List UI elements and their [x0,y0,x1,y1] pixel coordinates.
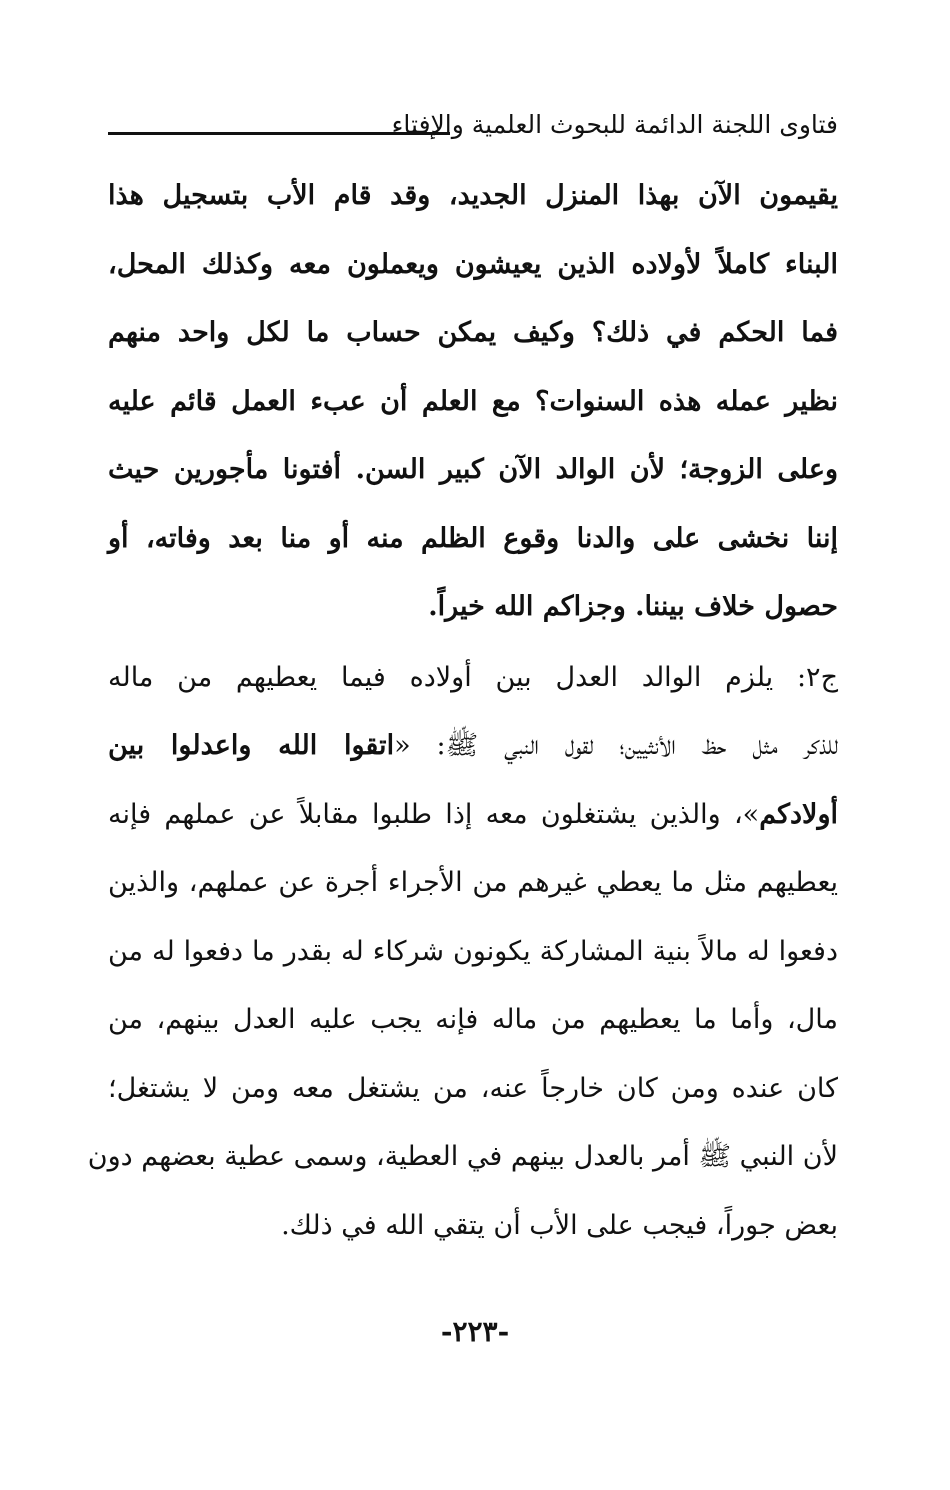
question-line: يقيمون الآن بهذا المنزل الجديد، وقد قام الأب بتسجيل هذا [108,180,838,211]
answer-line: ج٢: يلزم الوالد العدل بين أولاده فيما يعطيهم من ماله [108,661,838,693]
question-line: إننا نخشى على والدنا وقوع الظلم منه أو منا بعد وفاته، أو [108,522,838,554]
question-line: البناء كاملاً لأولاده الذين يعيشون ويعملون معه وكذلك المحل، [108,248,838,280]
answer-line: بعض جوراً، فيجب على الأب أن يتقي الله في ذلك. [281,1209,838,1241]
page-header [108,108,838,148]
header-rule [108,132,450,135]
answer-line: كان عنده ومن كان خارجاً عنه، من يشتغل معه ومن لا يشتغل؛ [108,1072,838,1104]
page-number: -٢٢٣- [440,1315,510,1348]
question-text [108,162,838,642]
answer-line: دفعوا له مالاً بنية المشاركة يكونون شركاء له بقدر ما دفعوا له من [108,935,838,967]
hadith-quote: أولادكم [759,798,838,830]
header-title: فتاوى اللجنة الدائمة للبحوث العلمية والإفتاء [391,110,838,139]
question-line: وعلى الزوجة؛ لأن الوالد الآن كبير السن. أفتونا مأجورين حيث [108,454,838,485]
answer-text-segment: للذكر مثل حظ الأنثيين؛ لقول النبي ﷺ: « [394,730,838,761]
answer-text-segment: »، والذين يشتغلون معه إذا طلبوا مقابلاً عن عملهم فإنه [108,798,760,830]
answer-line: لأن النبي ﷺ أمر بالعدل بينهم في العطية، وسمى عطية بعضهم دون [87,1141,838,1172]
answer-line: مال، وأما ما يعطيهم من ماله فإنه يجب عليه العدل بينهم، من [108,1004,838,1035]
answer-line [108,781,838,850]
page-body [87,162,838,1260]
answer-text [87,644,838,1261]
answer-line [108,712,838,781]
hadith-quote: اتقوا الله واعدلوا بين [108,730,395,761]
question-line: فما الحكم في ذلك؟ وكيف يمكن حساب ما لكل واحد منهم [108,317,838,348]
question-line: حصول خلاف بيننا. وجزاكم الله خيراً. [428,591,838,622]
answer-line: يعطيهم مثل ما يعطي غيرهم من الأجراء أجرة عن عملهم، والذين [108,867,838,898]
question-line: نظير عمله هذه السنوات؟ مع العلم أن عبء العمل قائم عليه [108,385,838,417]
